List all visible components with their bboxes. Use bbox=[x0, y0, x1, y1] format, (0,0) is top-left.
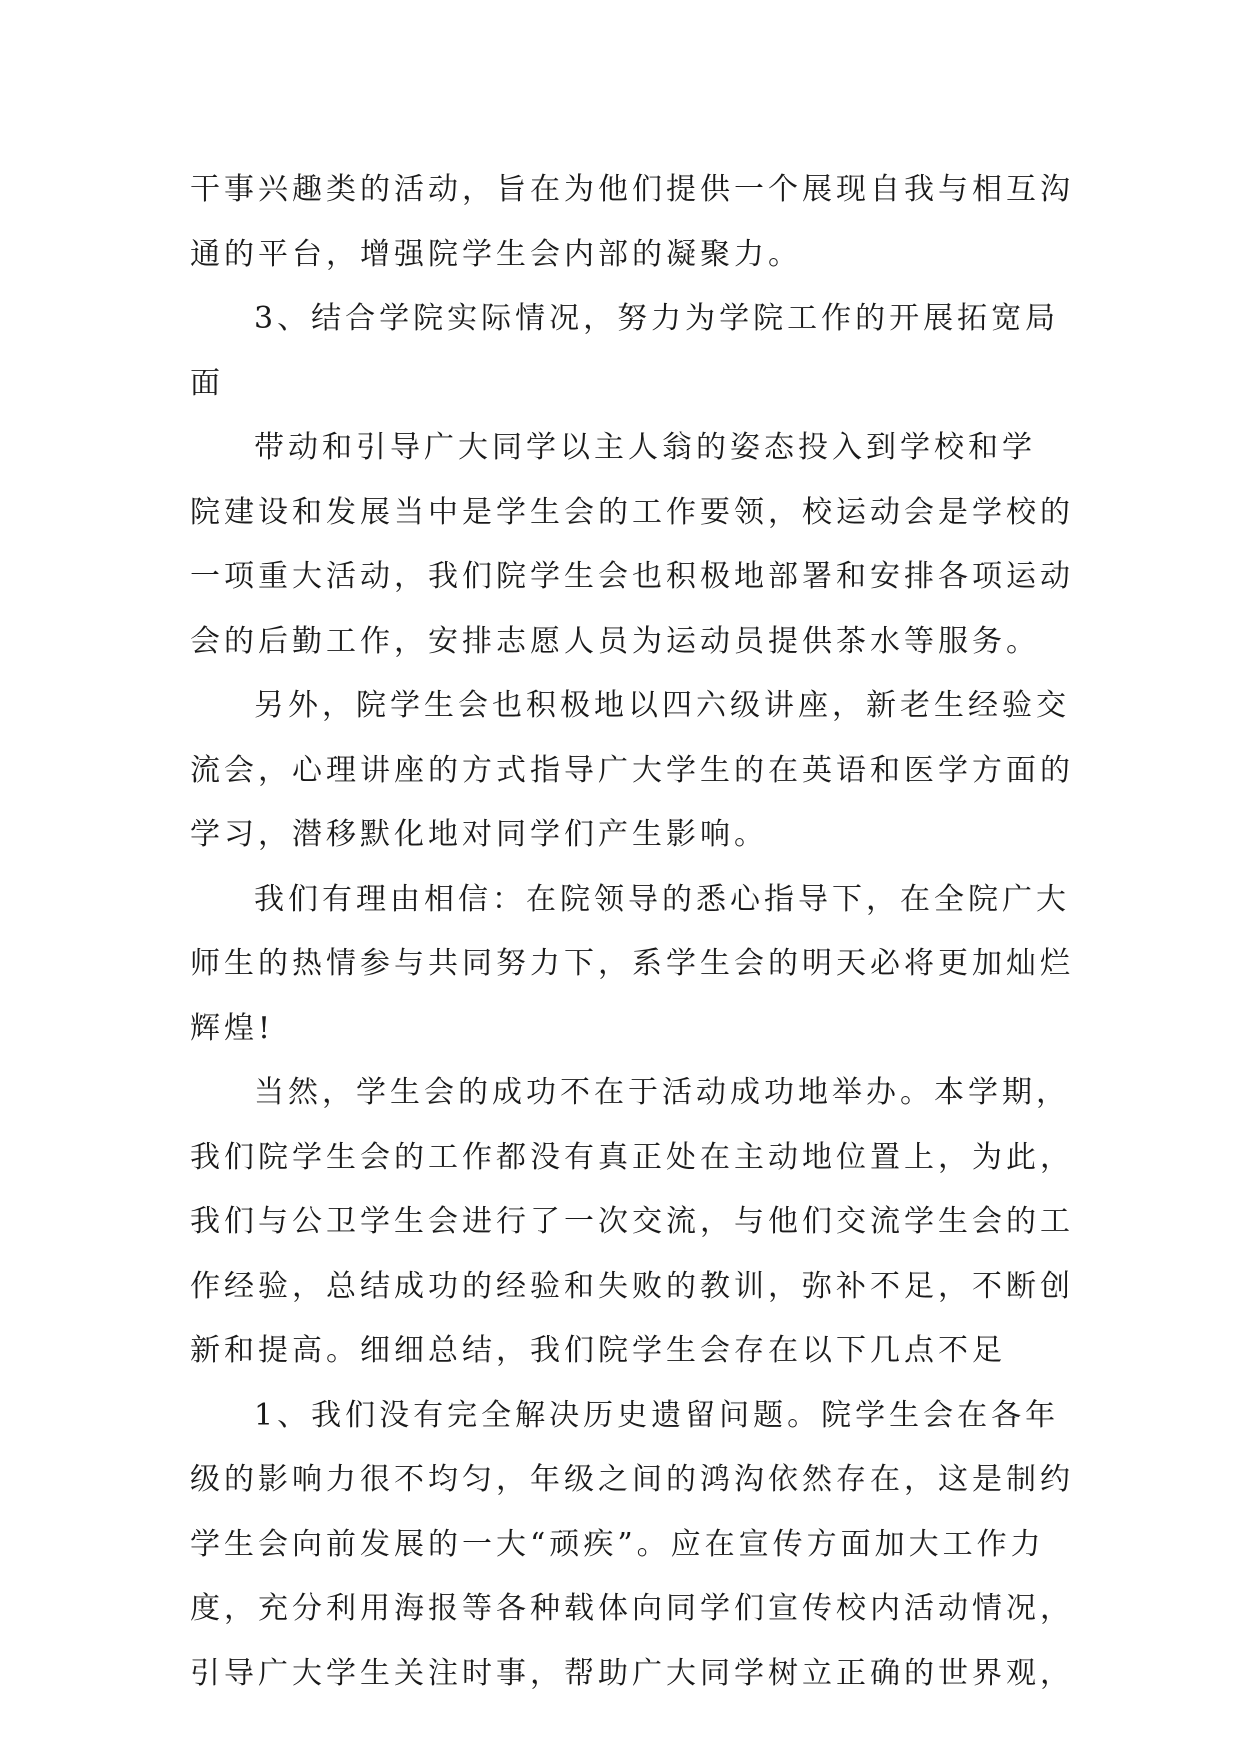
text-line: 面 bbox=[190, 365, 224, 401]
text-line: 会的后勤工作，安排志愿人员为运动员提供茶水等服务。 bbox=[190, 623, 1040, 659]
text-line: 级的影响力很不均匀，年级之间的鸿沟依然存在，这是制约 bbox=[190, 1462, 1074, 1497]
document-body bbox=[190, 158, 1074, 1706]
text-line: 度，充分利用海报等各种载体向同学们宣传校内活动情况， bbox=[190, 1591, 1074, 1626]
text-line: 新和提高。细细总结，我们院学生会存在以下几点不足 bbox=[190, 1333, 1006, 1368]
text-line: 流会，心理讲座的方式指导广大学生的在英语和医学方面的 bbox=[190, 752, 1074, 788]
text-line: 辉煌! bbox=[190, 1010, 275, 1046]
text-line: 3、结合学院实际情况，努力为学院工作的开展拓宽局 bbox=[254, 301, 1060, 336]
text-line: 通的平台，增强院学生会内部的凝聚力。 bbox=[190, 236, 802, 272]
text-line: 我们与公卫学生会进行了一次交流，与他们交流学生会的工 bbox=[190, 1204, 1074, 1239]
text-line: 一项重大活动，我们院学生会也积极地部署和安排各项运动 bbox=[190, 559, 1074, 594]
text-line: 我们院学生会的工作都没有真正处在主动地位置上，为此， bbox=[190, 1139, 1074, 1175]
text-line: 我们有理由相信：在院领导的悉心指导下，在全院广大 bbox=[254, 881, 1070, 917]
text-line: 当然，学生会的成功不在于活动成功地举办。本学期， bbox=[254, 1075, 1070, 1110]
text-line: 干事兴趣类的活动，旨在为他们提供一个展现自我与相互沟 bbox=[190, 172, 1074, 207]
text-line: 学生会向前发展的一大“顽疾”。应在宣传方面加大工作力 bbox=[190, 1526, 1045, 1562]
text-line: 学习，潜移默化地对同学们产生影响。 bbox=[190, 817, 768, 852]
text-line: 院建设和发展当中是学生会的工作要领，校运动会是学校的 bbox=[190, 494, 1074, 530]
text-line: 另外，院学生会也积极地以四六级讲座，新老生经验交 bbox=[254, 688, 1070, 723]
text-line: 1、我们没有完全解决历史遗留问题。院学生会在各年 bbox=[254, 1397, 1060, 1433]
text-line: 引导广大学生关注时事，帮助广大同学树立正确的世界观， bbox=[190, 1655, 1074, 1691]
text-line: 作经验，总结成功的经验和失败的教训，弥补不足，不断创 bbox=[190, 1268, 1074, 1304]
text-line: 师生的热情参与共同努力下，系学生会的明天必将更加灿烂 bbox=[190, 946, 1074, 981]
text-line: 带动和引导广大同学以主人翁的姿态投入到学校和学 bbox=[254, 430, 1036, 465]
